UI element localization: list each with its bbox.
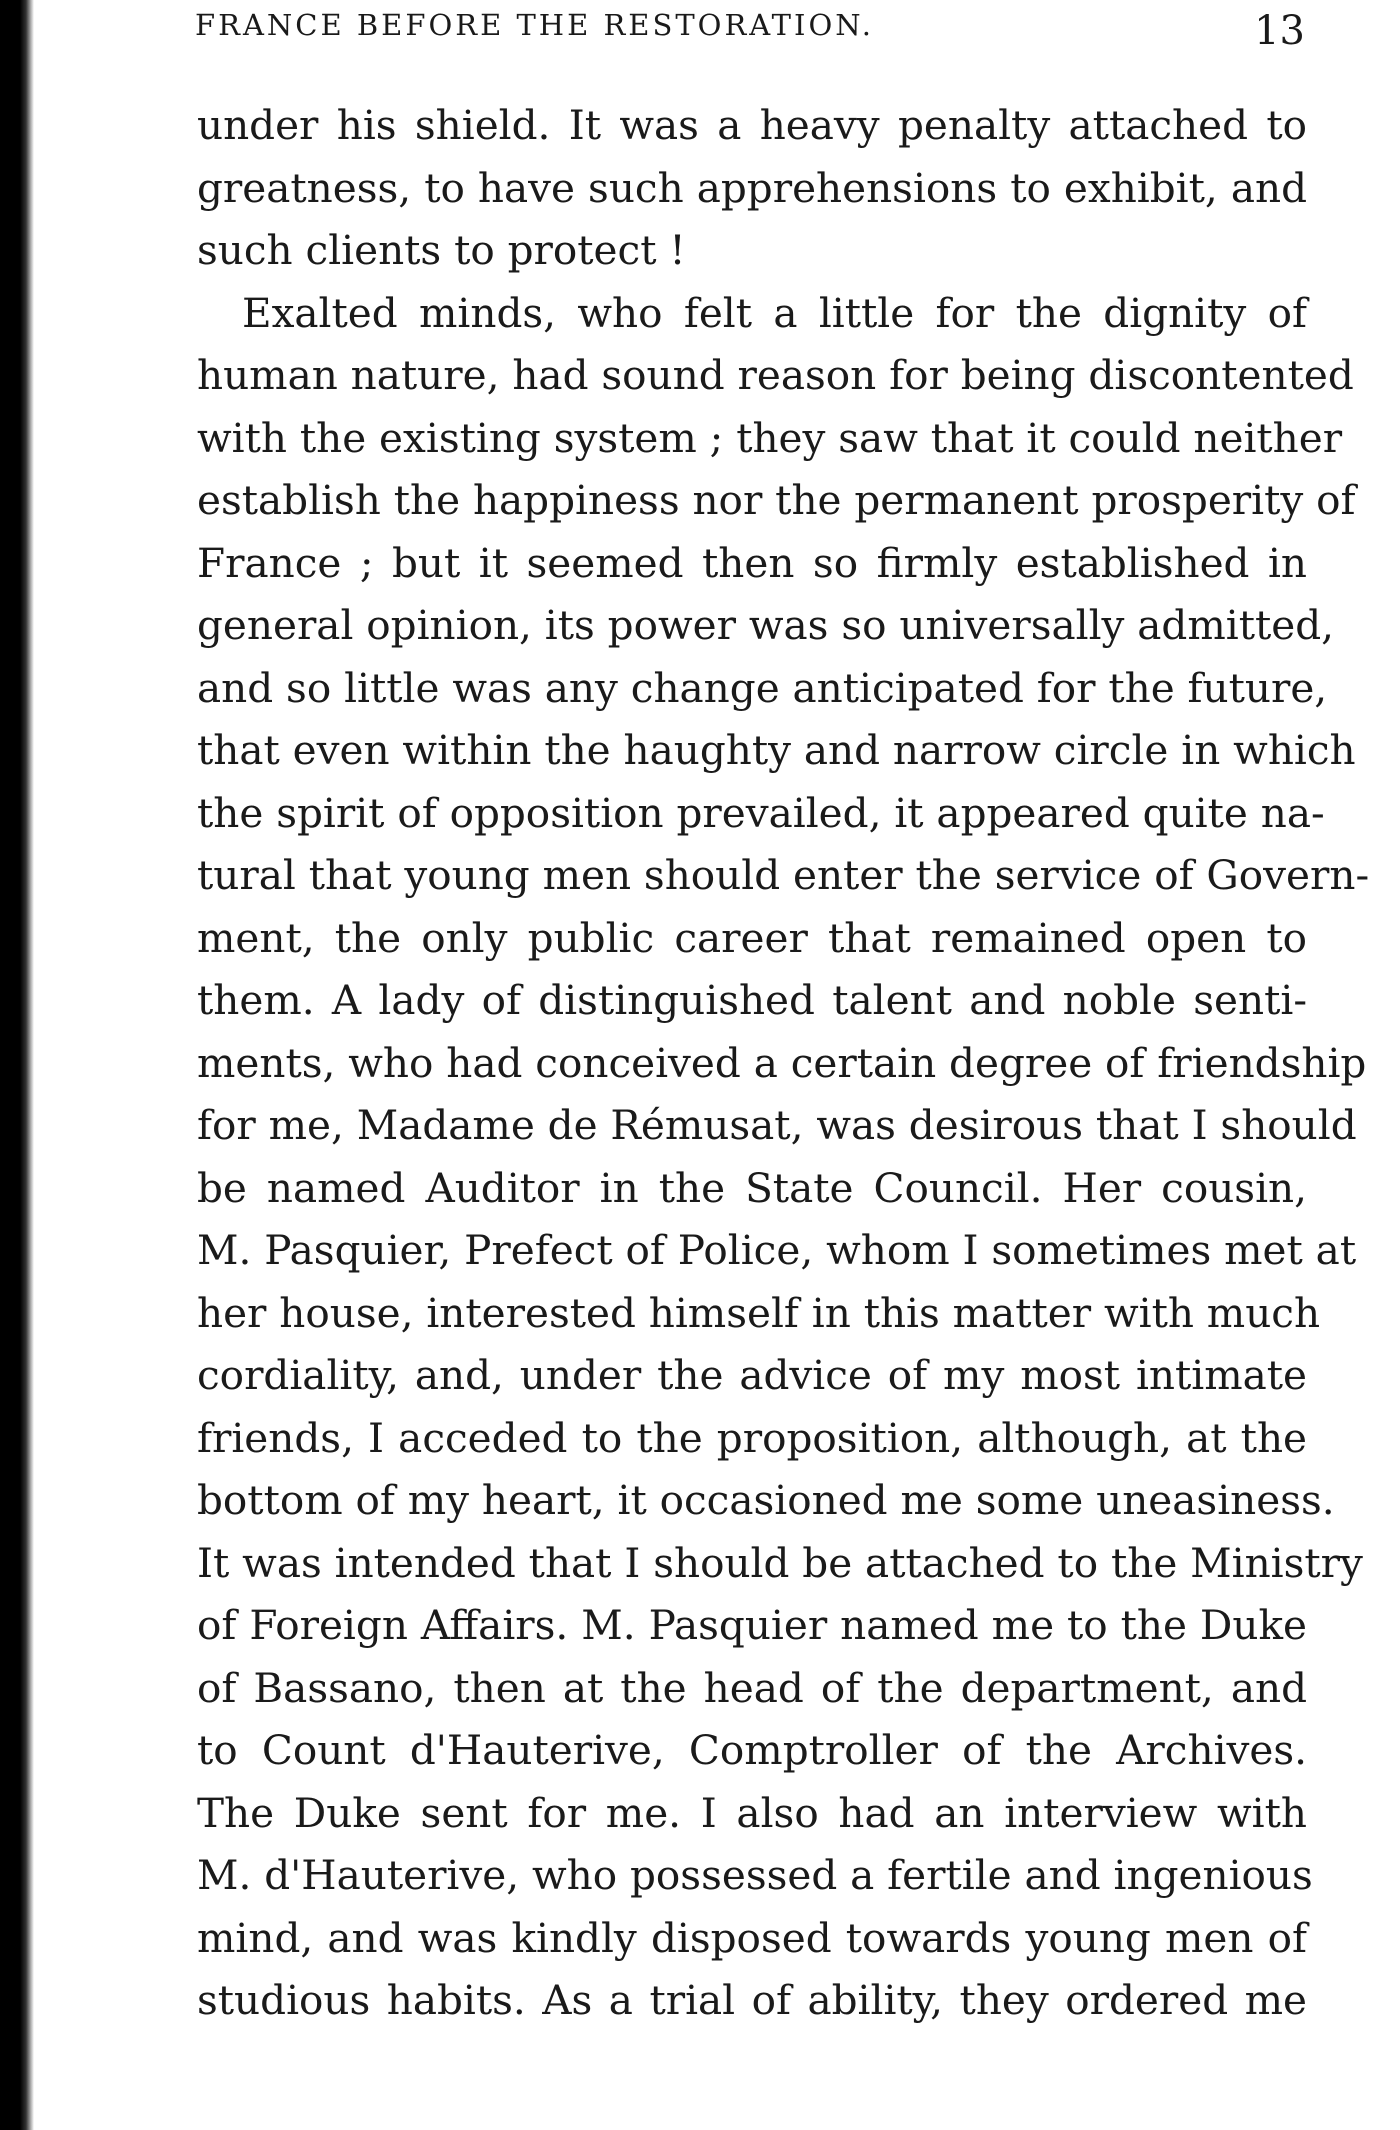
- text-line: greatness, to have such apprehensions to exhibit, and: [197, 163, 1307, 212]
- text-line: establish the happiness nor the permanent prosperity of: [197, 476, 1356, 524]
- running-head: FRANCE BEFORE THE RESTORATION.: [195, 8, 874, 42]
- page-number: 13: [1254, 8, 1305, 54]
- text-line: ment, the only public career that remained open to: [197, 913, 1307, 962]
- text-line: cordiality, and, under the advice of my most intimate: [197, 1351, 1307, 1399]
- text-line: bottom of my heart, it occasioned me some uneasiness.: [197, 1476, 1335, 1524]
- text-line: that even within the haughty and narrow circle in which: [197, 726, 1356, 774]
- text-line: mind, and was kindly disposed towards young men of: [197, 1913, 1307, 1962]
- text-line: Exalted minds, who felt a little for the dignity of: [242, 288, 1307, 337]
- text-line: The Duke sent for me. I also had an interview with: [197, 1788, 1307, 1837]
- text-line: France ; but it seemed then so firmly established in: [197, 538, 1307, 587]
- text-line: for me, Madame de Rémusat, was desirous that I should: [197, 1101, 1357, 1149]
- text-line: human nature, had sound reason for being discontented: [197, 351, 1354, 399]
- text-line: to Count d'Hauterive, Comptroller of the Archives.: [197, 1726, 1307, 1774]
- text-line: M. d'Hauterive, who possessed a fertile and ingenious: [197, 1851, 1313, 1899]
- text-line: ments, who had conceived a certain degree of friendship: [197, 1038, 1367, 1087]
- text-line: friends, I acceded to the proposition, although, at the: [197, 1413, 1307, 1462]
- text-line: M. Pasquier, Prefect of Police, whom I sometimes met at: [197, 1226, 1357, 1274]
- text-line: of Foreign Affairs. M. Pasquier named me to the Duke: [197, 1601, 1307, 1649]
- body-text: [197, 94, 1370, 2032]
- page-header: [195, 8, 1305, 58]
- book-spine-shadow: [0, 0, 34, 2130]
- text-line: under his shield. It was a heavy penalty attached to: [197, 101, 1307, 149]
- text-line: and so little was any change anticipated for the future,: [197, 663, 1328, 712]
- text-line: with the existing system ; they saw that it could neither: [197, 413, 1343, 462]
- text-line: be named Auditor in the State Council. Her cousin,: [197, 1163, 1307, 1212]
- text-line: them. A lady of distinguished talent and noble senti-: [197, 976, 1307, 1024]
- text-line: It was intended that I should be attached to the Ministry: [197, 1538, 1363, 1587]
- text-line: her house, interested himself in this matter with much: [197, 1288, 1321, 1337]
- text-line: general opinion, its power was so universally admitted,: [197, 601, 1335, 649]
- text-line: of Bassano, then at the head of the department, and: [197, 1663, 1307, 1712]
- text-line: such clients to protect !: [197, 226, 686, 274]
- text-line: the spirit of opposition prevailed, it appeared quite na-: [197, 788, 1325, 837]
- text-line: tural that young men should enter the service of Govern-: [197, 851, 1370, 899]
- text-line: studious habits. As a trial of ability, they ordered me: [197, 1976, 1307, 2024]
